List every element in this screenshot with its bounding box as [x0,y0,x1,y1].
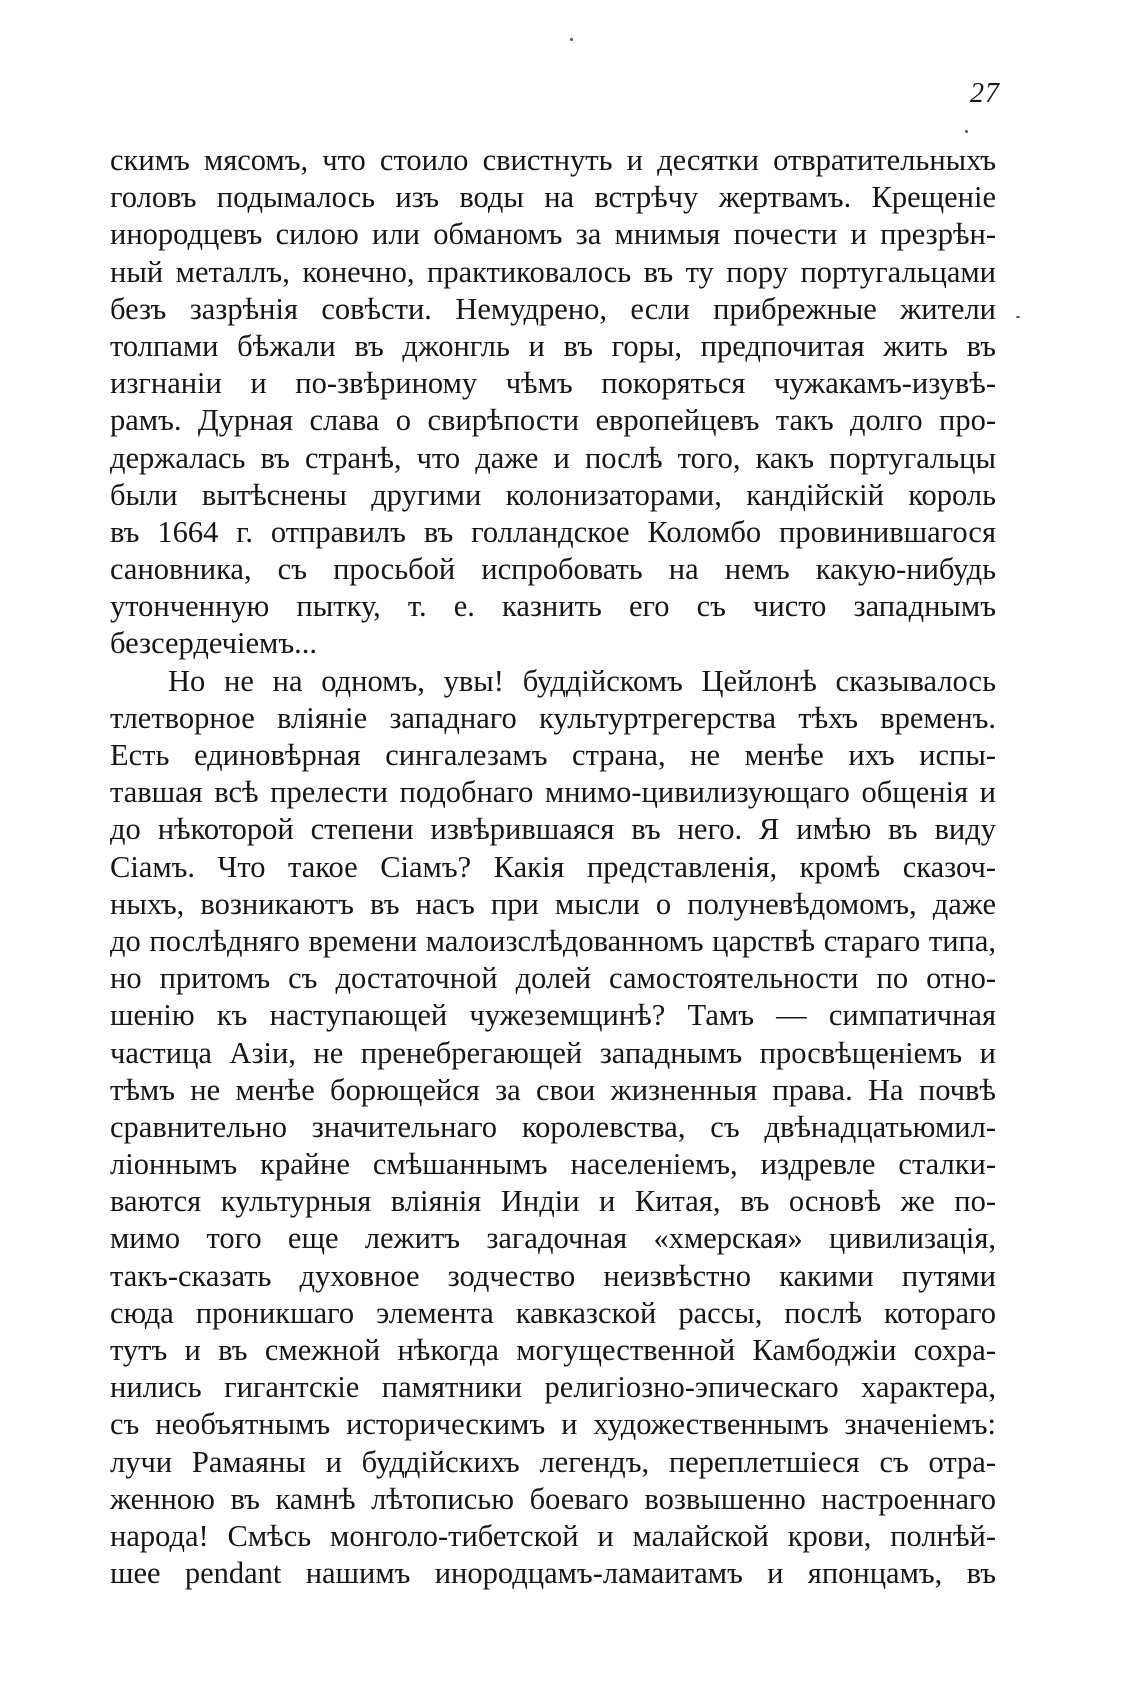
text-line: тавшая всѣ прелести подобнаго мнимо-цивилизующаго общенія и [110,775,996,810]
text-line: до нѣкоторой степени извѣрившаяся въ него. Я имѣю въ виду [110,812,996,847]
text-line: ный металлъ, конечно, практиковалось въ ту пору португальцами [110,254,996,289]
text-line: скимъ мясомъ, что стоило свистнуть и десятки отвратительныхъ [110,143,996,177]
text-line: рамъ. Дурная слава о свирѣпости европейцевъ такъ долго про- [110,403,996,438]
text-line: безсердечіемъ... [110,626,317,661]
text-line: такъ-сказать духовное зодчество неизвѣстно какими путями [110,1258,996,1293]
text-line: сановника, съ просьбой испробовать на немъ какую-нибудь [110,552,996,587]
page-number: 27 [970,78,1000,109]
text-line: ваются культурныя вліянія Индіи и Китая, въ основѣ же по- [110,1184,996,1219]
text-line: мимо того еще лежитъ загадочная «хмерская» цивилизація, [110,1221,996,1256]
text-line: ныхъ, возникаютъ въ насъ при мысли о полуневѣдомомъ, даже [110,886,996,921]
text-line: женною въ камнѣ лѣтописью боеваго возвышенно настроеннаго [110,1481,996,1516]
text-line: инородцевъ силою или обманомъ за мнимыя почести и презрѣн- [110,217,996,252]
text-line: народа! Смѣсь монголо-тибетской и малайской крови, полнѣй- [110,1518,996,1553]
text-line: шенію къ наступающей чужеземщинѣ? Тамъ — симпатичная [110,998,996,1033]
text-line: тѣмъ не менѣе борющейся за свои жизненныя права. На почвѣ [110,1072,996,1107]
print-speck [570,38,573,41]
text-line: головъ подымалось изъ воды на встрѣчу жертвамъ. Крещеніе [110,180,996,215]
text-line: въ 1664 г. отправилъ въ голландское Коломбо провинившагося [110,514,996,549]
text-line: сравнительно значительнаго королевства, съ двѣнадцатьюмил- [110,1109,996,1144]
text-line: тутъ и въ смежной нѣкогда могущественной Камбоджіи сохра- [110,1333,996,1367]
text-line: утонченную пытку, т. е. казнить его съ чисто западнымъ [110,589,996,624]
text-line: но притомъ съ достаточной долей самостоятельности по отно- [110,961,996,996]
text-line: Есть единовѣрная сингалезамъ страна, не менѣе ихъ испы- [110,738,996,772]
body-text [110,142,996,1592]
text-line: лучи Рамаяны и буддійскихъ легендъ, переплетшіеся съ отра- [110,1444,996,1479]
text-line: ліоннымъ крайне смѣшаннымъ населеніемъ, издревле сталки- [110,1147,996,1182]
text-line: сюда проникшаго элемента кавказской рассы, послѣ котораго [110,1295,996,1330]
print-speck [965,130,968,133]
text-line: Но не на одномъ, увы! буддійскомъ Цейлонѣ сказывалось [168,663,996,698]
text-line: частица Азіи, не пренебрегающей западнымъ просвѣщеніемъ и [110,1035,996,1070]
print-speck [1016,316,1020,318]
text-line: толпами бѣжали въ джонгль и въ горы, предпочитая жить въ [110,328,996,363]
text-line: были вытѣснены другими колонизаторами, кандійскій король [110,477,996,512]
text-line: до послѣдняго времени малоизслѣдованномъ царствѣ стараго типа, [110,923,996,958]
text-line: нились гигантскіе памятники религіозно-эпическаго характера, [110,1370,996,1405]
text-line: шее pendant нашимъ инородцамъ-ламаитамъ и японцамъ, въ [110,1556,996,1591]
text-line: Сіамъ. Что такое Сіамъ? Какія представленія, кромѣ сказоч- [110,849,996,884]
text-line: изгнаніи и по-звѣриному чѣмъ покоряться чужакамъ-изувѣ- [110,366,996,401]
text-line: держалась въ странѣ, что даже и послѣ того, какъ португальцы [110,440,996,475]
text-line: тлетворное вліяніе западнаго культуртрегерства тѣхъ временъ. [110,700,996,735]
text-line: съ необъятнымъ историческимъ и художественнымъ значеніемъ: [110,1407,996,1442]
text-line: безъ зазрѣнія совѣсти. Немудрено, если прибрежные жители [110,291,996,326]
